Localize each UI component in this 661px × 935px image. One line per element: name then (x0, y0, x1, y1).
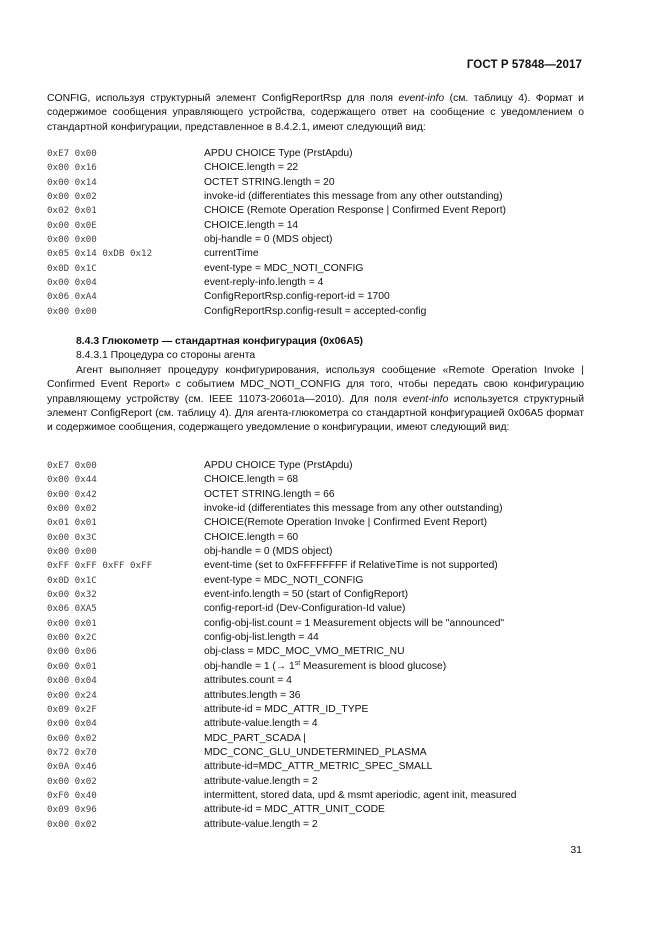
hex-bytes: 0x00 0x32 (47, 589, 97, 601)
hex-bytes: 0x0D 0x1C (47, 262, 97, 274)
hex-bytes: 0x00 0x01 (47, 617, 97, 629)
hex-bytes: 0x00 0x00 (47, 305, 97, 317)
apdu-row (47, 276, 607, 290)
field-description: currentTime (204, 248, 259, 260)
apdu-row (47, 502, 607, 516)
field-description: attributes.count = 4 (204, 675, 292, 687)
field-description: event-time (set to 0xFFFFFFFF if RelativeTime is not supported) (204, 560, 498, 572)
field-description: invoke-id (differentiates this message from any other outstanding) (204, 191, 503, 203)
apdu-row (47, 531, 607, 545)
field-description: ConfigReportRsp.config-report-id = 1700 (204, 291, 390, 303)
field-description: event-info.length = 50 (start of ConfigReport) (204, 589, 409, 601)
apdu-row (47, 674, 607, 688)
apdu-row (47, 602, 607, 616)
hex-bytes: 0x72 0x70 (47, 746, 97, 758)
field-description: OCTET STRING.length = 20 (204, 176, 335, 188)
apdu-row (47, 516, 607, 530)
field-description: attribute-value.length = 2 (204, 775, 318, 787)
apdu-row (47, 689, 607, 703)
field-description: attributes.length = 36 (204, 689, 301, 701)
hex-bytes: 0x00 0x06 (47, 646, 97, 658)
apdu-row (47, 789, 607, 803)
field-description: config-report-id (Dev-Configuration-Id value) (204, 603, 406, 615)
hex-bytes: 0x00 0x3C (47, 531, 97, 543)
hex-bytes: 0x06 0xA4 (47, 291, 97, 303)
hex-bytes: 0x00 0x04 (47, 718, 97, 730)
hex-bytes: 0x00 0x04 (47, 277, 97, 289)
hex-bytes: 0x06 0XA5 (47, 603, 97, 615)
apdu-row (47, 459, 607, 473)
apdu-row (47, 559, 607, 573)
hex-bytes: 0x00 0x00 (47, 234, 97, 246)
apdu-row (47, 660, 607, 674)
field-description: APDU CHOICE Type (PrstApdu) (204, 460, 353, 471)
field-description: attribute-id = MDC_ATTR_UNIT_CODE (204, 804, 385, 816)
apdu-row (47, 161, 607, 175)
field-description: config-obj-list.length = 44 (204, 632, 319, 644)
subsection-heading: 8.4.3.1 Процедура со стороны агента (76, 350, 256, 361)
apdu-row (47, 545, 607, 559)
apdu-row (47, 290, 607, 304)
hex-bytes: 0x00 0x00 (47, 546, 97, 558)
apdu-row (47, 219, 607, 233)
apdu-row (47, 488, 607, 502)
apdu-row (47, 775, 607, 789)
hex-bytes: 0xF0 0x40 (47, 789, 97, 801)
field-description: CHOICE(Remote Operation Invoke | Confirmed Event Report) (204, 517, 488, 529)
apdu-row (47, 703, 607, 717)
field-description: CHOICE.length = 22 (204, 162, 299, 174)
field-description: CHOICE.length = 60 (204, 531, 299, 543)
intro-paragraph: CONFIG, используя структурный элемент ConfigReportRsp для поля event-info (см. таблицу 4). Формат и содержимое сообщения управляющего устройства, содержащего ответ на сообщение с уведомлением о стандартной конфигурации, представленное в 8.4.2.1, имеют следующий вид: (47, 93, 584, 133)
apdu-row (47, 732, 607, 746)
field-description: attribute-value.length = 2 (204, 818, 318, 830)
hex-bytes: 0x00 0x2C (47, 632, 97, 644)
hex-bytes: 0x00 0x0E (47, 219, 97, 231)
apdu-row (47, 473, 607, 487)
field-description: MDC_PART_SCADA | (204, 732, 306, 744)
hex-bytes: 0x00 0x42 (47, 488, 97, 500)
hex-bytes: 0x00 0x02 (47, 191, 97, 203)
field-description: CHOICE.length = 68 (204, 474, 299, 486)
field-description: invoke-id (differentiates this message from any other outstanding) (204, 503, 503, 515)
field-description: event-type = MDC_NOTI_CONFIG (204, 262, 364, 274)
field-description: CHOICE.length = 14 (204, 219, 299, 231)
apdu-row (47, 631, 607, 645)
field-description: config-obj-list.count = 1 Measurement objects will be "announced" (204, 617, 505, 629)
hex-bytes: 0x0A 0x46 (47, 761, 97, 773)
hex-bytes: 0x01 0x01 (47, 517, 97, 529)
hex-bytes: 0x00 0x02 (47, 503, 97, 515)
field-description: obj-handle = 1 (→ 1st Measurement is blood glucose) (204, 659, 447, 672)
apdu-row (47, 147, 607, 161)
hex-bytes: 0x09 0x2F (47, 703, 97, 715)
apdu-row (47, 645, 607, 659)
config-report-apdu-table (47, 459, 607, 832)
field-description: APDU CHOICE Type (PrstApdu) (204, 148, 353, 159)
apdu-row (47, 617, 607, 631)
hex-bytes: 0x00 0x01 (47, 660, 97, 672)
hex-bytes: 0xFF 0xFF 0xFF 0xFF (47, 560, 153, 572)
hex-bytes: 0x00 0x24 (47, 689, 97, 701)
field-description: ConfigReportRsp.config-result = accepted-config (204, 305, 427, 317)
field-description: attribute-value.length = 4 (204, 718, 318, 730)
field-description: event-reply-info.length = 4 (204, 277, 324, 289)
document-standard-header: ГОСТ Р 57848—2017 (466, 59, 582, 71)
hex-bytes: 0x02 0x01 (47, 205, 97, 217)
field-description: OCTET STRING.length = 66 (204, 488, 335, 500)
hex-bytes: 0x00 0x02 (47, 732, 97, 744)
apdu-row (47, 717, 607, 731)
field-description: event-type = MDC_NOTI_CONFIG (204, 574, 364, 586)
apdu-row (47, 760, 607, 774)
apdu-row (47, 588, 607, 602)
section-paragraph: Агент выполняет процедуру конфигурирования, используя сообщение «Remote Operation Invoke | Confirmed Event Report» с событием MDC_NOTI_CONFIG для того, чтобы передать свою конфигурацию управляющему устройству (см. IEEE 11073-20601a—2010). Для поля event-info используется структурный элемент ConfigReport (см. таблицу 4). Для агента-глюкометра со стандартной конфигурацией 0x06A5 формат и содержимое сообщения, содержащего уведомление о конфигурации, имеют следующий вид: (47, 365, 584, 434)
hex-bytes: 0x00 0x04 (47, 675, 97, 687)
field-description: CHOICE (Remote Operation Response | Confirmed Event Report) (204, 205, 506, 217)
page-number: 31 (570, 844, 582, 856)
field-description: obj-handle = 0 (MDS object) (204, 234, 333, 246)
apdu-row (47, 262, 607, 276)
field-description: obj-class = MDC_MOC_VMO_METRIC_NU (204, 646, 405, 658)
hex-bytes: 0xE7 0x00 (47, 148, 97, 159)
hex-bytes: 0x00 0x02 (47, 818, 97, 830)
field-description: attribute-id = MDC_ATTR_ID_TYPE (204, 703, 369, 715)
field-description: obj-handle = 0 (MDS object) (204, 546, 333, 558)
hex-bytes: 0x00 0x14 (47, 176, 97, 188)
field-description: attribute-id=MDC_ATTR_METRIC_SPEC_SMALL (204, 761, 433, 773)
hex-bytes: 0x09 0x96 (47, 804, 97, 816)
apdu-row (47, 233, 607, 247)
apdu-row (47, 204, 607, 218)
apdu-row (47, 176, 607, 190)
hex-bytes: 0x00 0x44 (47, 474, 97, 486)
field-description: intermittent, stored data, upd & msmt aperiodic, agent init, measured (204, 789, 517, 801)
apdu-row (47, 305, 607, 319)
apdu-row (47, 574, 607, 588)
hex-bytes: 0x0D 0x1C (47, 574, 97, 586)
field-description: MDC_CONC_GLU_UNDETERMINED_PLASMA (204, 746, 427, 758)
hex-bytes: 0x00 0x02 (47, 775, 97, 787)
apdu-row (47, 746, 607, 760)
hex-bytes: 0x05 0x14 0xDB 0x12 (47, 248, 153, 260)
config-response-apdu-table (47, 147, 607, 319)
apdu-row (47, 247, 607, 261)
apdu-row (47, 803, 607, 817)
hex-bytes: 0xE7 0x00 (47, 460, 97, 471)
section-heading: 8.4.3 Глюкометр — стандартная конфигурация (0x06A5) (76, 336, 363, 347)
apdu-row (47, 818, 607, 832)
apdu-row (47, 190, 607, 204)
hex-bytes: 0x00 0x16 (47, 162, 97, 174)
